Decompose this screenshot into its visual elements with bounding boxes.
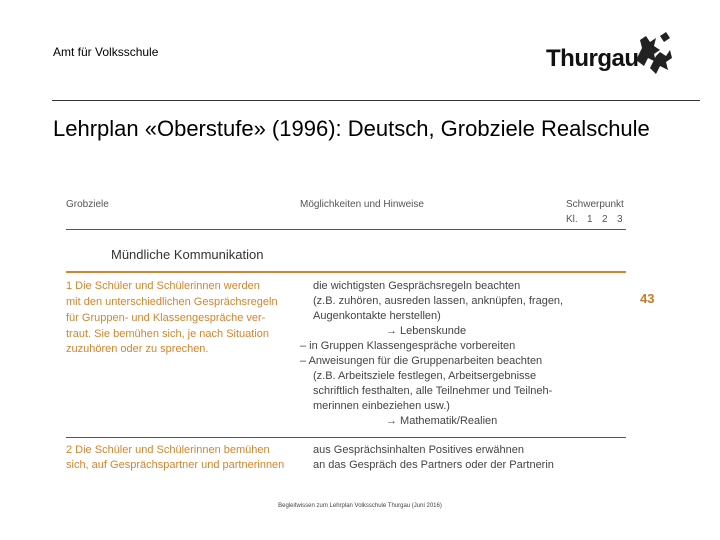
page-title: Lehrplan «Oberstufe» (1996): Deutsch, Grobziele Realschule bbox=[53, 116, 650, 141]
goal-1-line: zuzuhören oder zu sprechen. bbox=[66, 343, 209, 355]
hint-1-line: (z.B. zuhören, ausreden lassen, anknüpfen, fragen, bbox=[313, 295, 564, 307]
column-header-hinweise: Möglichkeiten und Hinweise bbox=[300, 199, 424, 210]
hint-1-line: – in Gruppen Klassengespräche vorbereiten bbox=[300, 340, 516, 352]
row-rule bbox=[66, 437, 626, 438]
level-2: 2 bbox=[602, 214, 608, 225]
table-rule bbox=[66, 229, 626, 230]
hint-1-line: merinnen einbeziehen usw.) bbox=[313, 400, 450, 412]
hint-1-line: schriftlich festhalten, alle Teilnehmer und Teilneh- bbox=[313, 385, 553, 397]
hint-1-line: – Anweisungen für die Gruppenarbeiten beachten bbox=[300, 355, 543, 367]
goal-1-line: 1 Die Schüler und Schülerinnen werden bbox=[66, 280, 260, 292]
hint-1-line: (z.B. Arbeitsziele festlegen, Arbeitsergebnisse bbox=[313, 370, 537, 382]
hint-2-line: aus Gesprächsinhalten Positives erwähnen bbox=[313, 444, 524, 456]
goal-1-line: mit den unterschiedlichen Gesprächsregeln bbox=[66, 296, 278, 308]
hint-1-line: → Mathematik/Realien bbox=[386, 415, 498, 427]
hint-1-line: die wichtigsten Gesprächsregeln beachten bbox=[313, 280, 521, 292]
column-header-schwerpunkt: Schwerpunkt bbox=[566, 199, 624, 210]
footer-text: Begleitwissen zum Lehrplan Volksschule Thurgau (Juni 2016) bbox=[278, 503, 442, 509]
logo-text: Thurgau bbox=[546, 45, 639, 72]
goal-1-line: traut. Sie bemühen sich, je nach Situation bbox=[66, 328, 270, 340]
organization-name: Amt für Volksschule bbox=[53, 45, 159, 59]
slide-number: 43 bbox=[640, 291, 655, 306]
column-header-grobziele: Grobziele bbox=[66, 199, 109, 210]
goal-2-line: sich, auf Gesprächspartner und partnerinnen bbox=[66, 459, 285, 471]
goal-1-line: für Gruppen- und Klassengespräche ver- bbox=[66, 312, 266, 324]
level-kl: Kl. bbox=[566, 214, 578, 225]
section-heading: Mündliche Kommunikation bbox=[111, 247, 264, 262]
hint-2-line: an das Gespräch des Partners oder der Partnerin bbox=[313, 459, 554, 471]
level-3: 3 bbox=[617, 214, 623, 225]
level-1: 1 bbox=[587, 214, 593, 225]
section-rule bbox=[66, 271, 626, 273]
hint-1-line: Augenkontakte herstellen) bbox=[313, 310, 441, 322]
hint-1-line: → Lebenskunde bbox=[386, 325, 467, 337]
goal-2-line: 2 Die Schüler und Schülerinnen bemühen bbox=[66, 444, 270, 456]
